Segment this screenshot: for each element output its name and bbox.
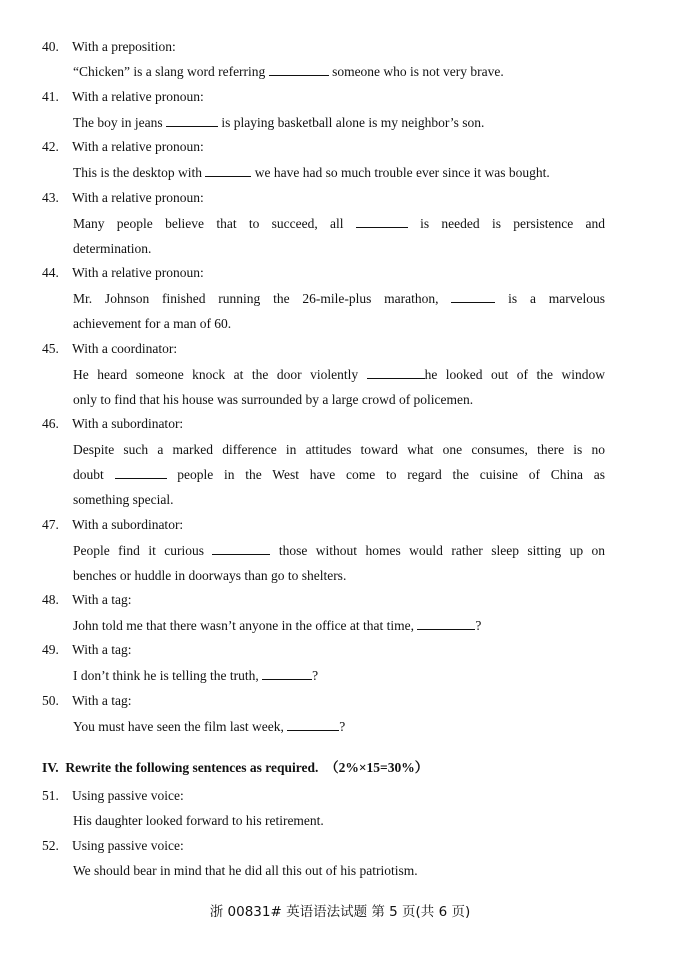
question-number: 42.: [42, 139, 59, 154]
question-number: 41.: [42, 89, 59, 104]
question-number: 47.: [42, 517, 59, 532]
question-52: [42, 837, 184, 855]
question-instruction: With a tag:: [72, 693, 132, 708]
question-48: [42, 591, 131, 609]
question-sentence: His daughter looked forward to his retirement.: [73, 813, 324, 828]
question-instruction: With a tag:: [72, 642, 132, 657]
answer-blank: [356, 215, 408, 228]
question-42: [42, 138, 204, 156]
question-instruction: With a preposition:: [72, 39, 176, 54]
question-sentence: “Chicken” is a slang word referring someone who is not very brave.: [73, 64, 504, 79]
answer-blank: [417, 617, 475, 630]
answer-blank: [115, 466, 167, 479]
question-number: 48.: [42, 592, 59, 607]
question-number: 49.: [42, 642, 59, 657]
answer-blank: [205, 164, 251, 177]
question-number: 40.: [42, 39, 59, 54]
question-sentence: I don’t think he is telling the truth, ?: [73, 668, 319, 683]
question-sentence: This is the desktop with we have had so much trouble ever since it was bought.: [73, 165, 550, 180]
question-sentence: You must have seen the film last week, ?: [73, 719, 346, 734]
question-instruction: With a subordinator:: [72, 517, 184, 532]
question-number: 46.: [42, 416, 59, 431]
question-number: 45.: [42, 341, 59, 356]
question-number: 52.: [42, 838, 59, 853]
question-instruction: With a tag:: [72, 592, 132, 607]
question-44: [42, 264, 204, 282]
answer-blank: [451, 290, 495, 303]
question-sentence: People find it curious those without homes would rather sleep sitting up on: [73, 543, 606, 558]
question-number: 43.: [42, 190, 59, 205]
question-sentence-continued: something special.: [73, 492, 174, 507]
answer-blank: [212, 542, 270, 555]
answer-blank: [166, 114, 218, 127]
section-score: （2%×15=30%）: [325, 760, 429, 775]
question-sentence: John told me that there wasn’t anyone in the office at that time, ?: [73, 618, 482, 633]
question-sentence: We should bear in mind that he did all this out of his patriotism.: [73, 863, 418, 878]
question-instruction: With a subordinator:: [72, 416, 184, 431]
question-instruction: With a coordinator:: [72, 341, 178, 356]
question-sentence: Mr. Johnson finished running the 26-mile-plus marathon, is a marvelous: [73, 291, 606, 306]
question-number: 51.: [42, 788, 59, 803]
question-sentence-continued: only to find that his house was surrounded by a large crowd of policemen.: [73, 392, 474, 407]
question-41: [42, 88, 204, 106]
answer-blank: [287, 718, 339, 731]
question-45: [42, 340, 177, 358]
question-instruction: Using passive voice:: [72, 838, 184, 853]
section-heading: [42, 759, 428, 777]
question-sentence: He heard someone knock at the door violently he looked out of the window: [73, 367, 605, 382]
answer-blank: [262, 667, 312, 680]
question-49: [42, 641, 131, 659]
question-43: [42, 189, 204, 207]
question-46: [42, 415, 183, 433]
answer-blank: [269, 63, 329, 76]
answer-blank: [367, 366, 425, 379]
question-sentence: Despite such a marked difference in attitudes toward what one consumes, there is no: [73, 442, 605, 457]
question-51: [42, 787, 184, 805]
question-number: 50.: [42, 693, 59, 708]
question-sentence-continued: benches or huddle in doorways than go to shelters.: [73, 568, 347, 583]
question-number: 44.: [42, 265, 59, 280]
section-number: IV.: [42, 760, 59, 775]
question-instruction: Using passive voice:: [72, 788, 184, 803]
section-title: Rewrite the following sentences as required.: [65, 760, 319, 775]
question-sentence: Many people believe that to succeed, all is needed is persistence and: [73, 216, 606, 231]
question-instruction: With a relative pronoun:: [72, 265, 204, 280]
question-instruction: With a relative pronoun:: [72, 190, 204, 205]
question-47: [42, 516, 183, 534]
question-50: [42, 692, 131, 710]
page-footer: 浙 00831# 英语语法试题 第 5 页(共 6 页): [209, 904, 471, 920]
question-sentence: The boy in jeans is playing basketball alone is my neighbor’s son.: [73, 115, 485, 130]
question-instruction: With a relative pronoun:: [72, 139, 204, 154]
question-sentence-continued: doubt people in the West have come to regard the cuisine of China as: [73, 467, 605, 482]
question-sentence-continued: achievement for a man of 60.: [73, 316, 232, 331]
question-sentence-continued: determination.: [73, 241, 152, 256]
question-40: [42, 38, 176, 56]
question-instruction: With a relative pronoun:: [72, 89, 204, 104]
